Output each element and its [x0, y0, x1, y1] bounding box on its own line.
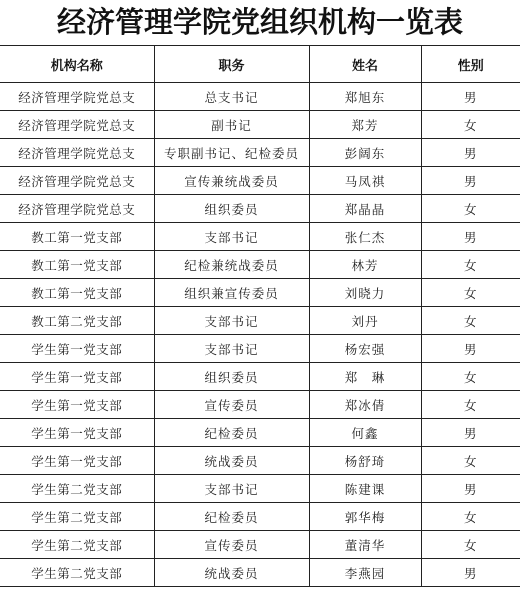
cell-name: 张仁杰	[309, 223, 421, 251]
cell-org: 经济管理学院党总支	[0, 195, 154, 223]
cell-org: 学生第一党支部	[0, 363, 154, 391]
cell-org: 学生第二党支部	[0, 531, 154, 559]
cell-org: 学生第二党支部	[0, 559, 154, 587]
cell-name: 郑冰倩	[309, 391, 421, 419]
cell-gender: 男	[421, 559, 520, 587]
cell-name: 郑晶晶	[309, 195, 421, 223]
cell-name: 何鑫	[309, 419, 421, 447]
cell-position: 支部书记	[154, 307, 309, 335]
header-name: 姓名	[309, 46, 421, 83]
cell-gender: 女	[421, 111, 520, 139]
table-header-row	[0, 46, 520, 83]
org-table	[0, 45, 520, 587]
table-row	[0, 251, 520, 279]
table-row	[0, 139, 520, 167]
cell-name: 林芳	[309, 251, 421, 279]
table-row	[0, 447, 520, 475]
cell-org: 教工第一党支部	[0, 251, 154, 279]
table-row	[0, 83, 520, 111]
cell-org: 经济管理学院党总支	[0, 139, 154, 167]
cell-name: 郭华梅	[309, 503, 421, 531]
table-row	[0, 559, 520, 587]
cell-org: 经济管理学院党总支	[0, 167, 154, 195]
table-row	[0, 279, 520, 307]
header-position: 职务	[154, 46, 309, 83]
cell-name: 彭阔东	[309, 139, 421, 167]
cell-position: 支部书记	[154, 475, 309, 503]
cell-name: 刘丹	[309, 307, 421, 335]
cell-gender: 女	[421, 307, 520, 335]
cell-org: 教工第二党支部	[0, 307, 154, 335]
cell-name: 杨宏强	[309, 335, 421, 363]
cell-position: 支部书记	[154, 335, 309, 363]
cell-position: 宣传兼统战委员	[154, 167, 309, 195]
cell-position: 总支书记	[154, 83, 309, 111]
cell-gender: 男	[421, 419, 520, 447]
cell-org: 学生第一党支部	[0, 419, 154, 447]
table-row	[0, 167, 520, 195]
table-row	[0, 475, 520, 503]
table-row	[0, 195, 520, 223]
cell-name: 郑旭东	[309, 83, 421, 111]
cell-gender: 男	[421, 475, 520, 503]
cell-gender: 女	[421, 195, 520, 223]
cell-org: 经济管理学院党总支	[0, 111, 154, 139]
cell-gender: 男	[421, 335, 520, 363]
cell-org: 学生第一党支部	[0, 335, 154, 363]
table-row	[0, 307, 520, 335]
table-row	[0, 503, 520, 531]
cell-gender: 女	[421, 447, 520, 475]
cell-org: 学生第二党支部	[0, 475, 154, 503]
cell-gender: 女	[421, 503, 520, 531]
cell-org: 学生第一党支部	[0, 391, 154, 419]
cell-org: 经济管理学院党总支	[0, 83, 154, 111]
cell-org: 教工第一党支部	[0, 279, 154, 307]
cell-gender: 女	[421, 279, 520, 307]
page-title: 经济管理学院党组织机构一览表	[56, 5, 463, 39]
cell-position: 纪检兼统战委员	[154, 251, 309, 279]
cell-position: 宣传委员	[154, 531, 309, 559]
table-row	[0, 391, 520, 419]
cell-position: 副书记	[154, 111, 309, 139]
table-body	[0, 83, 520, 587]
cell-gender: 男	[421, 83, 520, 111]
cell-org: 学生第一党支部	[0, 447, 154, 475]
table-row	[0, 111, 520, 139]
cell-position: 纪检委员	[154, 503, 309, 531]
cell-position: 组织兼宣传委员	[154, 279, 309, 307]
header-org: 机构名称	[0, 46, 154, 83]
table-row	[0, 363, 520, 391]
cell-name: 刘晓力	[309, 279, 421, 307]
cell-name: 李燕园	[309, 559, 421, 587]
cell-name: 杨舒琦	[309, 447, 421, 475]
cell-position: 统战委员	[154, 559, 309, 587]
cell-gender: 女	[421, 531, 520, 559]
cell-name: 陈建课	[309, 475, 421, 503]
cell-org: 学生第二党支部	[0, 503, 154, 531]
table-row	[0, 419, 520, 447]
cell-name: 郑 琳	[309, 363, 421, 391]
cell-position: 统战委员	[154, 447, 309, 475]
cell-gender: 男	[421, 223, 520, 251]
cell-name: 董清华	[309, 531, 421, 559]
header-gender: 性别	[421, 46, 520, 83]
cell-position: 纪检委员	[154, 419, 309, 447]
table-row	[0, 531, 520, 559]
cell-name: 马凤祺	[309, 167, 421, 195]
table-row	[0, 223, 520, 251]
cell-name: 郑芳	[309, 111, 421, 139]
cell-position: 宣传委员	[154, 391, 309, 419]
table-row	[0, 335, 520, 363]
cell-gender: 女	[421, 391, 520, 419]
cell-position: 组织委员	[154, 363, 309, 391]
cell-position: 支部书记	[154, 223, 309, 251]
cell-position: 组织委员	[154, 195, 309, 223]
cell-org: 教工第一党支部	[0, 223, 154, 251]
cell-position: 专职副书记、纪检委员	[154, 139, 309, 167]
cell-gender: 男	[421, 167, 520, 195]
cell-gender: 女	[421, 363, 520, 391]
cell-gender: 女	[421, 251, 520, 279]
cell-gender: 男	[421, 139, 520, 167]
